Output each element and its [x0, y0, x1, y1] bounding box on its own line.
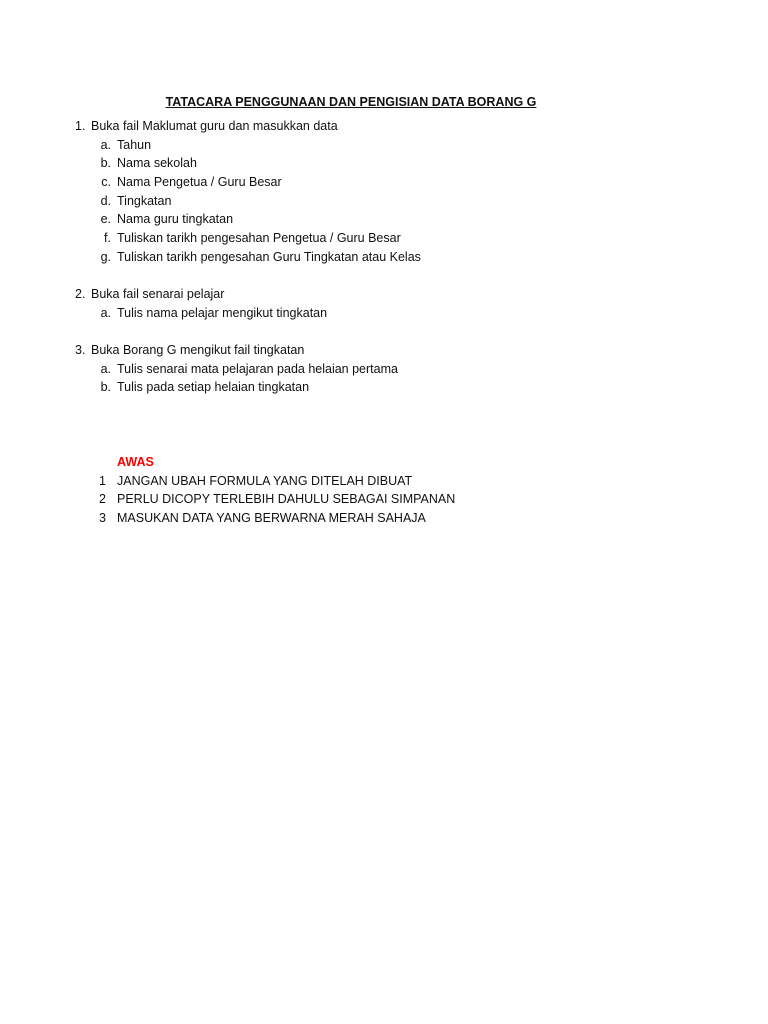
item-marker: a. [100, 137, 111, 152]
list-item [0, 248, 700, 267]
item-text: Tulis pada setiap helaian tingkatan [117, 380, 310, 395]
item-text: Nama guru tingkatan [117, 212, 234, 227]
warning-section [0, 453, 700, 528]
warning-text: JANGAN UBAH FORMULA YANG DITELAH DIBUAT [117, 473, 413, 488]
item-text: Tuliskan tarikh pengesahan Guru Tingkatan atau Kelas [117, 249, 421, 264]
item-text: Tuliskan tarikh pengesahan Pengetua / Guru Besar [117, 231, 401, 246]
list-item [0, 192, 700, 211]
step-heading [0, 117, 700, 136]
warning-text: MASUKAN DATA YANG BERWARNA MERAH SAHAJA [117, 511, 426, 526]
list-item [0, 304, 700, 323]
list-item [0, 210, 700, 229]
list-item [0, 378, 700, 397]
item-marker: a. [100, 305, 111, 320]
item-marker: b. [100, 380, 111, 395]
item-text: Tulis senarai mata pelajaran pada helaian pertama [117, 361, 398, 376]
step-3 [0, 341, 700, 397]
list-item [0, 173, 700, 192]
warning-item [0, 472, 700, 491]
warning-number: 1 [99, 473, 106, 488]
step-text: Buka fail Maklumat guru dan masukkan data [91, 119, 338, 133]
warning-number: 3 [99, 511, 106, 526]
document-title: TATACARA PENGGUNAAN DAN PENGISIAN DATA BORANG G [165, 95, 537, 109]
step-heading [0, 341, 700, 360]
item-marker: f. [104, 231, 111, 246]
step-text: Buka Borang G mengikut fail tingkatan [91, 343, 305, 357]
step-1 [0, 117, 700, 267]
item-marker: d. [100, 193, 111, 208]
item-marker: a. [100, 361, 111, 376]
item-marker: e. [100, 212, 111, 227]
list-item [0, 229, 700, 248]
step-text: Buka fail senarai pelajar [91, 287, 225, 301]
warning-title: AWAS [117, 455, 154, 469]
item-text: Tulis nama pelajar mengikut tingkatan [117, 305, 328, 320]
warning-heading [0, 453, 700, 472]
list-item [0, 136, 700, 155]
step-2 [0, 285, 700, 322]
step-number: 2. [75, 287, 86, 301]
list-item [0, 154, 700, 173]
item-marker: g. [100, 249, 111, 264]
item-marker: c. [101, 175, 111, 190]
warning-number: 2 [99, 492, 106, 507]
item-text: Nama sekolah [117, 156, 197, 171]
item-marker: b. [100, 156, 111, 171]
step-number: 3. [75, 343, 86, 357]
step-heading [0, 285, 700, 304]
warning-item [0, 490, 700, 509]
item-text: Nama Pengetua / Guru Besar [117, 175, 282, 190]
step-number: 1. [75, 119, 86, 133]
warning-item [0, 509, 700, 528]
list-item [0, 360, 700, 379]
item-text: Tahun [117, 137, 152, 152]
warning-text: PERLU DICOPY TERLEBIH DAHULU SEBAGAI SIMPANAN [117, 492, 456, 507]
item-text: Tingkatan [117, 193, 172, 208]
